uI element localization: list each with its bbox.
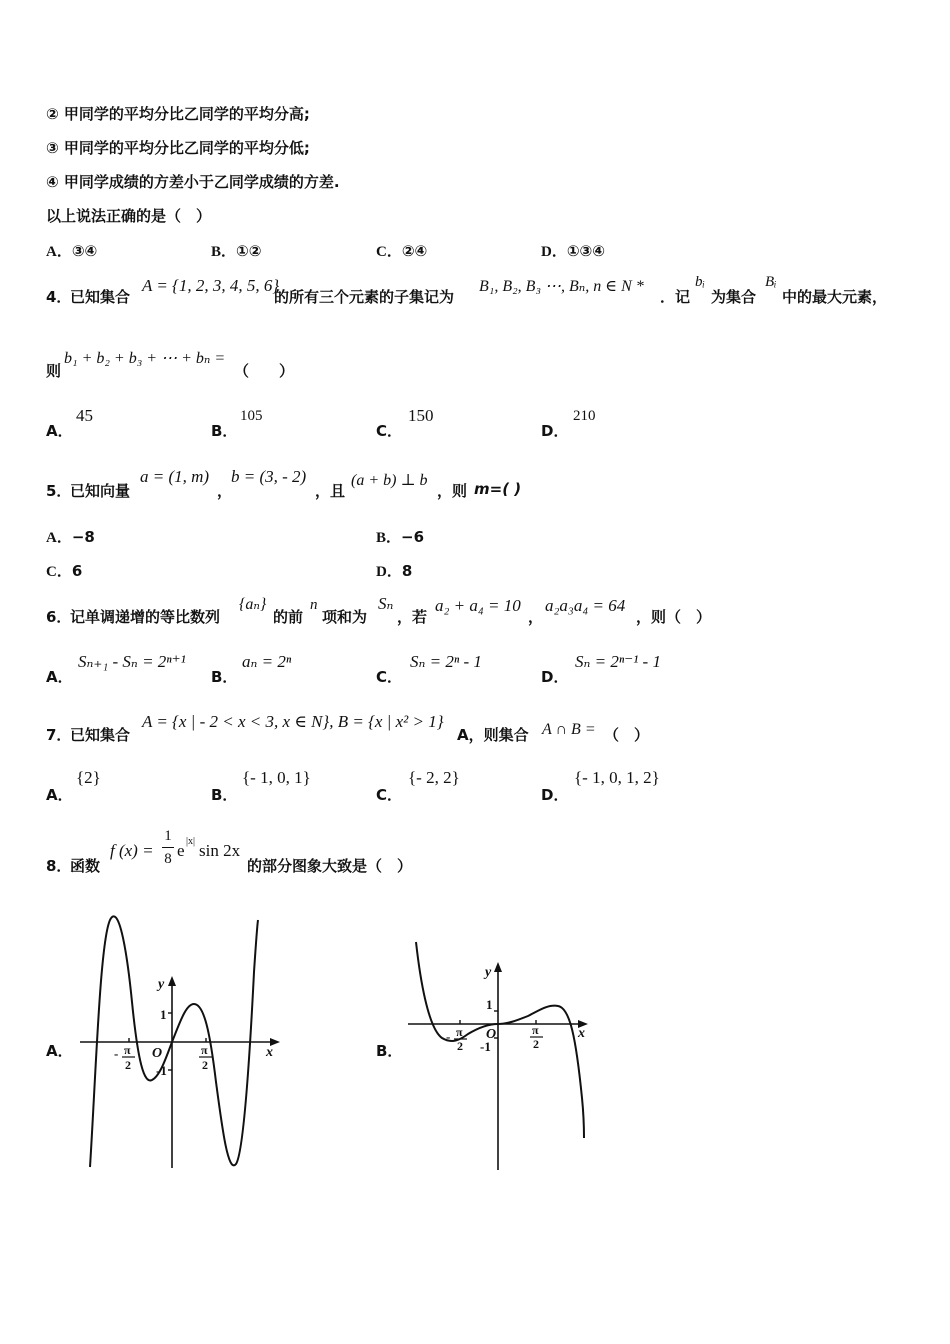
q5-text-2: ，且: [315, 482, 346, 500]
q7-option-c-label: C．: [376, 786, 403, 804]
q8-function-exponent: |x|: [186, 836, 196, 847]
q8-option-b-label: B．: [376, 1042, 403, 1060]
graph-b-y-label: y: [485, 965, 492, 980]
graph-a-origin-label: O: [152, 1046, 163, 1061]
q6-condition-2: a₂a₃a₄ = 64: [545, 596, 626, 615]
q6-condition-1: a₂ + a₄ = 10: [435, 596, 521, 615]
graph-a-one-label: 1: [160, 1007, 167, 1022]
q8-function-e: e: [177, 841, 185, 860]
q3-option-a: A．③④: [46, 242, 98, 260]
q8-function-tail: sin 2x: [199, 841, 241, 860]
q4-text-2: 的所有三个元素的子集记为: [274, 288, 455, 306]
q6-option-d-label: D．: [541, 668, 569, 686]
q6-text-5: ，: [528, 608, 544, 626]
q3-option-b: B．①②: [211, 242, 262, 260]
statement-3: ③ 甲同学的平均分比乙同学的平均分低;: [46, 139, 310, 157]
graph-b-origin-label: O: [486, 1027, 497, 1042]
q7-text-1: 已知集合: [70, 726, 131, 744]
graph-a-x-label: x: [266, 1045, 273, 1060]
q4-option-a-label: A．: [46, 422, 73, 440]
graph-b-neg-pi: π: [456, 1025, 463, 1039]
q4-subsets: B₁, B₂, B₃ ⋯, Bₙ, n ∈ N *: [479, 278, 644, 295]
q5-option-d: D．8: [376, 562, 413, 580]
q6-option-b-label: B．: [211, 668, 238, 686]
q8-fraction-numerator: 1: [164, 828, 172, 844]
graph-b-pos-two: 2: [533, 1037, 539, 1051]
q4-text-6: 则: [46, 362, 62, 380]
q6-option-d-value: Sₙ = 2ⁿ⁻¹ - 1: [575, 652, 661, 671]
q8-fraction-bar: [162, 847, 174, 848]
q6-text-1: 记单调递增的等比数列: [70, 608, 221, 626]
q6-text-3: 项和为: [322, 608, 368, 626]
statement-4: ④ 甲同学成绩的方差小于乙同学成绩的方差.: [46, 173, 340, 191]
q5-text-1: 已知向量: [70, 482, 131, 500]
q4-number: 4．: [46, 288, 72, 306]
q4-set-a: A = {1, 2, 3, 4, 5, 6}: [142, 276, 280, 295]
q5-text-3: ，则: [437, 482, 468, 500]
q6-sequence: {aₙ}: [239, 596, 267, 613]
statement-2: ② 甲同学的平均分比乙同学的平均分高;: [46, 105, 310, 123]
q7-option-c-value: {- 2, 2}: [408, 768, 460, 787]
q6-number: 6．: [46, 608, 72, 626]
q4-paren: （ ）: [234, 362, 295, 380]
q4-option-a-value: 45: [76, 406, 93, 425]
q8-fraction-denominator: 8: [164, 851, 172, 867]
q5-m-query: m=( ): [474, 480, 522, 498]
q6-option-c-value: Sₙ = 2ⁿ - 1: [410, 652, 482, 671]
q7-intersection: A ∩ B =: [542, 721, 596, 738]
q6-option-c-label: C．: [376, 668, 403, 686]
q5-vector-b: b = (3, - 2): [231, 467, 307, 486]
graph-b-neg-one-label: -1: [480, 1039, 491, 1054]
q6-option-b-value: aₙ = 2ⁿ: [242, 652, 292, 671]
q4-text-5: 中的最大元素，: [782, 288, 888, 306]
q6-n: n: [310, 597, 318, 613]
graph-b-neg-two: 2: [457, 1039, 463, 1053]
q7-option-b-value: {- 1, 0, 1}: [242, 768, 311, 787]
graph-b: [402, 938, 602, 1174]
q7-sets: A = {x | - 2 < x < 3, x ∈ N}, B = {x | x² > 1}: [142, 712, 444, 731]
q4-option-d-label: D．: [541, 422, 569, 440]
q6-text-4: ，若: [397, 608, 428, 626]
q7-number: 7．: [46, 726, 72, 744]
q7-option-d-value: {- 1, 0, 1, 2}: [574, 768, 660, 787]
q3-option-c: C．②④: [376, 242, 428, 260]
q5-number: 5．: [46, 482, 72, 500]
q4-option-c-value: 150: [408, 406, 434, 425]
q4-text-4: 为集合: [711, 288, 757, 306]
graph-a-neg-two: 2: [125, 1058, 131, 1072]
q7-option-a-value: {2}: [76, 768, 101, 787]
graph-a-y-arrow: [168, 976, 176, 986]
q4-option-b-value: 105: [240, 408, 263, 424]
q7-option-a-label: A．: [46, 786, 73, 804]
q3-option-d: D．①③④: [541, 242, 605, 260]
q8-text-1: 函数: [70, 857, 101, 875]
q5-option-a: A．−8: [46, 528, 95, 546]
graph-b-y-arrow: [494, 962, 502, 972]
graph-b-one-label: 1: [486, 997, 493, 1012]
q7-option-b-label: B．: [211, 786, 238, 804]
q6-text-6: ，则（ ）: [636, 608, 712, 626]
q6-option-a-value: Sₙ₊₁ - Sₙ = 2ⁿ⁺¹: [78, 652, 186, 671]
q4-B-i: Bᵢ: [765, 274, 777, 290]
q4-sum: b₁ + b₂ + b₃ + ⋯ + bₙ =: [64, 350, 226, 367]
q5-option-b: B．−6: [376, 528, 425, 546]
q6-text-2: 的前: [273, 608, 304, 626]
q4-text-1: 已知集合: [70, 288, 131, 306]
q4-option-c-label: C．: [376, 422, 403, 440]
graph-a-neg-pi: π: [124, 1043, 131, 1057]
graph-a-y-label: y: [158, 977, 165, 992]
q3-prompt: 以上说法正确的是（ ）: [46, 207, 212, 225]
q8-text-2: 的部分图象大致是（ ）: [247, 857, 413, 875]
graph-a-pos-two: 2: [202, 1058, 208, 1072]
q5-condition: (a + b) ⊥ b: [351, 472, 428, 489]
q4-text-3: ．记: [660, 288, 691, 306]
q8-number: 8．: [46, 857, 72, 875]
graph-a-neg-one-label: -1: [156, 1063, 167, 1078]
graph-a: [74, 912, 284, 1172]
q5-option-c: C．6: [46, 562, 83, 580]
graph-b-neg-sign: -: [446, 1029, 451, 1044]
q4-option-d-value: 210: [573, 408, 596, 424]
graph-b-pos-pi: π: [532, 1023, 539, 1037]
q5-vector-a: a = (1, m): [140, 467, 210, 486]
q8-option-a-label: A．: [46, 1042, 73, 1060]
q4-b-i: bᵢ: [695, 274, 705, 290]
graph-a-pos-pi: π: [201, 1043, 208, 1057]
q8-function-left: f (x) =: [110, 841, 154, 860]
q7-paren: （ ）: [604, 726, 650, 744]
graph-b-x-label: x: [578, 1026, 585, 1041]
q7-text-2: A，则集合: [457, 726, 529, 744]
q6-option-a-label: A．: [46, 668, 73, 686]
graph-a-neg-sign: -: [114, 1046, 119, 1061]
q6-S-n: Sₙ: [378, 594, 394, 613]
q5-sep: ，: [217, 482, 233, 500]
q4-option-b-label: B．: [211, 422, 238, 440]
q7-option-d-label: D．: [541, 786, 569, 804]
